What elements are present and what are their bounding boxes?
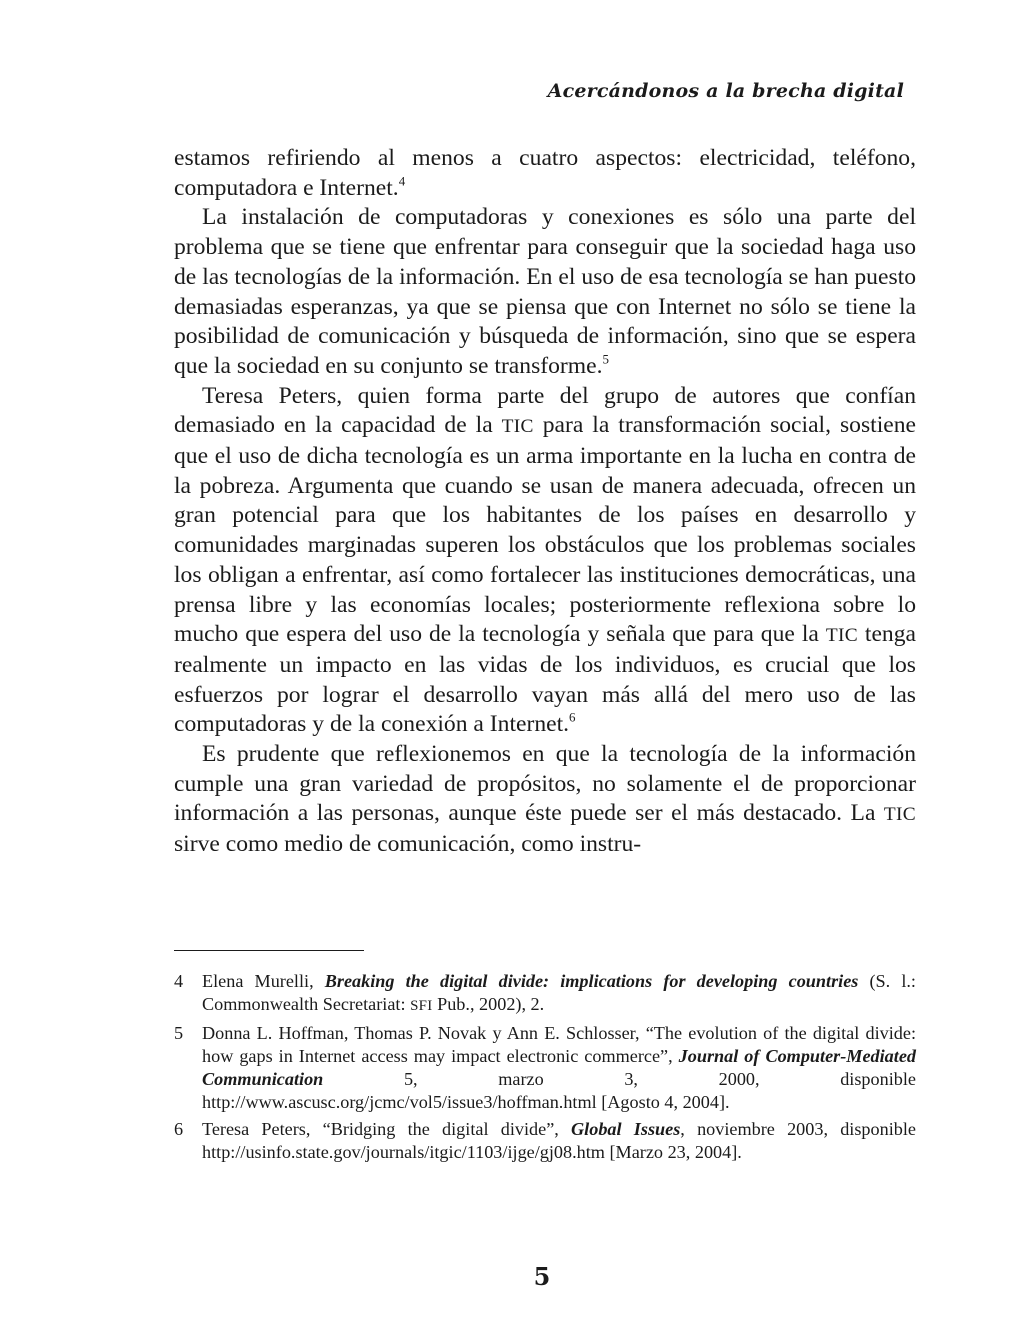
running-header: Acercándonos a la brecha digital [547, 80, 904, 102]
paragraph-4: Es prudente que reflexionemos en que la tecnología de la información cumple una gran variedad de propósitos, no solamente el de proporcionar información a las personas, aunque éste puede ser el más destacado. La TIC sirve como medio de comunicación, como instru- [174, 741, 916, 858]
footnote-4 [174, 970, 916, 1018]
acronym-tic: TIC [501, 416, 534, 438]
footnote-number: 6 [174, 1119, 184, 1139]
acronym-tic: TIC [883, 804, 916, 826]
acronym-tic: TIC [825, 625, 858, 647]
footnote-ref-5[interactable]: 5 [602, 351, 609, 367]
footnote-number: 4 [174, 971, 184, 991]
paragraph-3: Teresa Peters, quien forma parte del grupo de autores que confían demasiado en la capacidad de la TIC para la transformación social, sostiene que el uso de dicha tecnología es un arma importante en la lucha en contra de la pobreza. Argumenta que cuando se usan de manera adecuada, ofrecen un gran potencial para que los habitantes de los países en desarrollo y comunidades marginadas superen los obstáculos que los problemas sociales los obligan a enfrentar, así como fortalecer las instituciones democráticas, una prensa libre y las economías locales; posteriormente reflexiona sobre lo mucho que espera del uso de la tecnología y señala que para que la TIC tenga realmente un impacto en las vidas de los individuos, es crucial que los esfuerzos por lograr el desarrollo vayan más allá del mero uso de las computadoras y de la conexión a Internet.$^6$ [174, 382, 916, 738]
footnote-text: Elena Murelli, Breaking the digital divide: implications for developing countries (S. l.: Commonwealth Secretariat: SFI Pub., 2002), 2. [202, 971, 916, 1014]
page-number: 5 [533, 1262, 551, 1291]
paragraph-1: estamos refiriendo al menos a cuatro aspectos: electricidad, teléfono, computadora e Internet.$^4$ [174, 145, 916, 201]
journal-title: Journal of Computer-Mediated Communication [202, 1046, 916, 1089]
footnote-number: 5 [174, 1023, 184, 1043]
journal-title: Global Issues [571, 1119, 681, 1139]
footnote-ref-6[interactable]: 6 [569, 709, 576, 725]
footnote-6 [174, 1118, 916, 1164]
footnote-ref-4[interactable]: 4 [398, 172, 406, 188]
paragraph-2: La instalación de computadoras y conexiones es sólo una parte del problema que se tiene que enfrentar para conseguir que la sociedad haga uso de las tecnologías de la información. En el uso de esa tecnología se han puesto demasiadas esperanzas, ya que se piensa que con Internet no sólo se tiene la posibilidad de comunicación y búsqueda de información, sino que se espera que la sociedad en su conjunto se transforme.$^5$ [174, 204, 916, 379]
footnotes [174, 970, 916, 1168]
footnote-5 [174, 1022, 916, 1114]
work-title: Breaking the digital divide: implications for developing countries [324, 971, 859, 991]
footnote-separator [174, 950, 364, 951]
main-text [174, 144, 916, 860]
footnote-text: Teresa Peters, “Bridging the digital divide”, Global Issues, noviembre 2003, disponible http://usinfo.state.gov/journals/itgic/1103/ijge/gj08.htm [Marzo 23, 2004]. [202, 1119, 916, 1162]
footnote-text: Donna L. Hoffman, Thomas P. Novak y Ann E. Schlosser, “The evolution of the digital divide: how gaps in Internet access may impact electronic commerce”, Journal of Computer-Mediated Communication 5, marzo 3, 2000, disponible http://www.ascusc.org/jcmc/vol5/issue3/hoffman.html [Agosto 4, 2004]. [202, 1023, 916, 1112]
